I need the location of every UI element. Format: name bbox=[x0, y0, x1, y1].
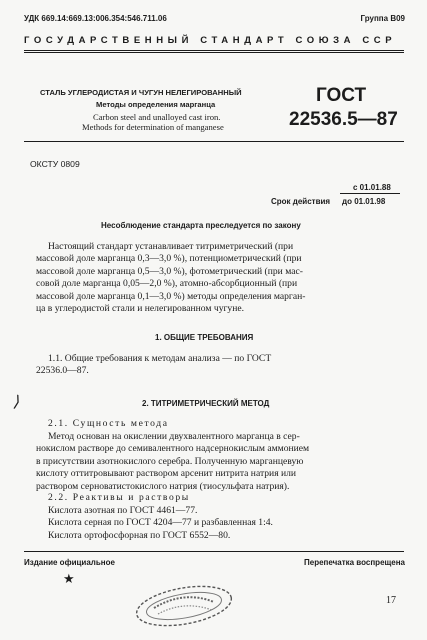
intro-line: Настоящий стандарт устанавливает титриметрический (при bbox=[48, 241, 294, 252]
section-2-1-paragraph bbox=[36, 431, 396, 493]
library-stamp bbox=[132, 584, 236, 628]
intro-line: массовой доле марганца 0,3—3,0 %), потенциометрический (при bbox=[36, 253, 302, 265]
section-1-heading: 1. ОБЩИЕ ТРЕБОВАНИЯ bbox=[155, 333, 254, 342]
validity-from: с 01.01.88 bbox=[353, 183, 391, 192]
section-2-heading: 2. ТИТРИМЕТРИЧЕСКИЙ МЕТОД bbox=[142, 399, 270, 408]
reagents-list bbox=[48, 505, 388, 542]
section-2-1-line: Метод основан на окислении двухвалентного марганца в сер- bbox=[48, 431, 300, 442]
intro-line: ца в углеродистой стали и нелегированном чугуне. bbox=[36, 303, 245, 315]
section-1-line: 22536.0—87. bbox=[36, 365, 89, 377]
validity-label: Срок действия bbox=[271, 197, 331, 206]
section-1-line: 1.1. Общие требования к методам анализа — по ГОСТ bbox=[48, 353, 272, 364]
validity-underline bbox=[340, 193, 400, 194]
validity-to: до 01.01.98 bbox=[342, 197, 386, 206]
reagent-item: Кислота серная по ГОСТ 4204—77 и разбавленная 1:4. bbox=[48, 517, 273, 529]
gost-label: ГОСТ bbox=[316, 85, 367, 106]
group-code: Группа В09 bbox=[360, 14, 405, 23]
legal-warning: Несоблюдение стандарта преследуется по закону bbox=[101, 221, 301, 230]
okstu-code: ОКСТУ 0809 bbox=[30, 159, 80, 169]
section-1-paragraph bbox=[36, 353, 396, 378]
page-number: 17 bbox=[386, 595, 396, 606]
intro-paragraph bbox=[36, 241, 396, 315]
section-2-1-line: в присутствии азотнокислого серебра. Полученную марганцевую bbox=[36, 455, 304, 467]
document-title-en-1: Carbon steel and unalloyed cast iron. bbox=[93, 112, 221, 122]
section-2-1-line: нокислом растворе до семивалентного надсернокислым аммонием bbox=[36, 443, 310, 455]
footer-divider bbox=[24, 551, 404, 552]
document-title-en-2: Methods for determination of manganese bbox=[82, 122, 224, 132]
star-icon: ★ bbox=[63, 571, 75, 586]
section-2-1-subheading: 2.1. Сущность метода bbox=[48, 418, 169, 429]
official-edition-label: Издание официальное bbox=[24, 558, 115, 567]
margin-bracket-mark: ⟩ bbox=[11, 393, 23, 412]
reagent-item: Кислота азотная по ГОСТ 4461—77. bbox=[48, 505, 198, 516]
reagent-item: Кислота ортофосфорная по ГОСТ 6552—80. bbox=[48, 529, 231, 541]
section-2-1-line: кислоту оттитровывают раствором арсенит нитрита натрия или bbox=[36, 468, 297, 480]
intro-line: совой доле марганца 0,05—2,0 %), атомно-абсорбционный (при bbox=[36, 278, 298, 290]
gost-number: 22536.5—87 bbox=[289, 109, 398, 130]
document-subtitle-ru: Методы определения марганца bbox=[96, 100, 216, 109]
document-title-ru: СТАЛЬ УГЛЕРОДИСТАЯ И ЧУГУН НЕЛЕГИРОВАННЫЙ bbox=[40, 88, 242, 97]
reprint-prohibited-label: Перепечатка воспрещена bbox=[304, 558, 405, 567]
standard-org-heading: ГОСУДАРСТВЕННЫЙ СТАНДАРТ СОЮЗА ССР bbox=[24, 35, 397, 46]
intro-line: массовой доле марганца 0,5—3,0 %), фотометрический (при мас- bbox=[36, 265, 303, 277]
section-2-1-line: раствором серноватистокислого натрия (тиосульфата натрия). bbox=[36, 480, 290, 492]
title-block-divider bbox=[24, 141, 404, 142]
udk-code: УДК 669.14:669.13:006.354:546.711.06 bbox=[24, 14, 167, 23]
section-2-2-subheading: 2.2. Реактивы и растворы bbox=[48, 492, 190, 503]
header-divider-bottom bbox=[24, 52, 404, 53]
intro-line: массовой доле марганца 0,1—3,0 %) методы определения марган- bbox=[36, 290, 306, 302]
header-divider-top bbox=[24, 50, 404, 51]
